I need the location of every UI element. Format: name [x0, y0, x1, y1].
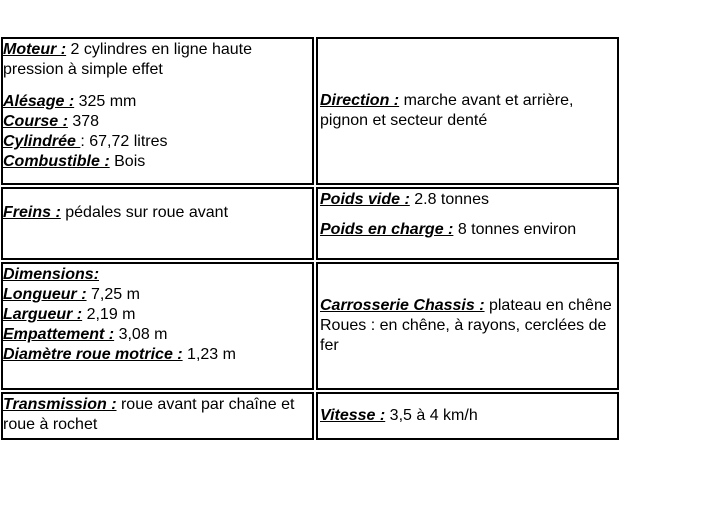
empattement-label: Empattement : [3, 326, 115, 343]
course-label: Course : [3, 113, 68, 130]
alesage-line [3, 92, 312, 112]
table-row [1, 37, 619, 185]
direction-label: Direction : [320, 92, 400, 109]
poids-vide-label: Poids vide : [320, 191, 410, 208]
course-line [3, 112, 312, 132]
poids-charge-line [320, 220, 617, 240]
diametre-label: Diamètre roue motrice : [3, 346, 183, 363]
combustible-label: Combustible : [3, 153, 110, 170]
alesage-value: 325 mm [74, 93, 137, 110]
cylindree-label: Cylindrée [3, 133, 81, 150]
vitesse-cell [316, 392, 619, 440]
freins-label: Freins : [3, 204, 61, 221]
longueur-value: 7,25 m [86, 286, 140, 303]
table-row [1, 392, 619, 440]
carrosserie-label: Carrosserie Chassis : [320, 297, 485, 314]
transmission-cell [1, 392, 314, 440]
cylindree-value: : 67,72 litres [80, 133, 168, 150]
largeur-value: 2,19 m [82, 306, 136, 323]
vitesse-line [320, 406, 617, 426]
poids-vide-line [320, 190, 617, 210]
empattement-value: 3,08 m [114, 326, 168, 343]
diametre-line [3, 345, 312, 365]
direction-value: marche avant et arrière, pignon et secteur denté [320, 92, 574, 129]
poids-vide-value: 2.8 tonnes [409, 191, 489, 208]
dimensions-cell [1, 262, 314, 390]
alesage-label: Alésage : [3, 93, 75, 110]
largeur-label: Largueur : [3, 306, 83, 323]
poids-charge-label: Poids en charge : [320, 221, 454, 238]
freins-cell [1, 187, 314, 260]
spec-table [0, 35, 621, 442]
freins-line [3, 203, 312, 223]
engine-cell [1, 37, 314, 185]
direction-cell [316, 37, 619, 185]
moteur-label: Moteur : [3, 41, 67, 58]
longueur-line [3, 285, 312, 305]
poids-charge-value: 8 tonnes environ [453, 221, 577, 238]
dimensions-label: Dimensions: [3, 266, 100, 283]
table-row [1, 187, 619, 260]
table-row [1, 262, 619, 390]
carrosserie-line [320, 296, 617, 356]
poids-cell [316, 187, 619, 260]
vitesse-label: Vitesse : [320, 407, 386, 424]
largeur-line [3, 305, 312, 325]
course-value: 378 [67, 113, 100, 130]
transmission-value: roue avant par chaîne et roue à rochet [3, 396, 295, 433]
longueur-label: Longueur : [3, 286, 87, 303]
moteur-value: 2 cylindres en ligne haute pression à simple effet [3, 41, 253, 78]
carrosserie-cell [316, 262, 619, 390]
empattement-line [3, 325, 312, 345]
combustible-line [3, 152, 312, 172]
carrosserie-value: plateau en chêne Roues : en chêne, à rayons, cerclées de fer [320, 297, 612, 354]
direction-line [320, 91, 617, 131]
cylindree-line [3, 132, 312, 152]
transmission-label: Transmission : [3, 396, 117, 413]
freins-value: pédales sur roue avant [60, 204, 229, 221]
moteur-line [3, 40, 312, 80]
diametre-value: 1,23 m [182, 346, 236, 363]
vitesse-value: 3,5 à 4 km/h [385, 407, 478, 424]
combustible-value: Bois [109, 153, 146, 170]
transmission-line [3, 395, 312, 435]
